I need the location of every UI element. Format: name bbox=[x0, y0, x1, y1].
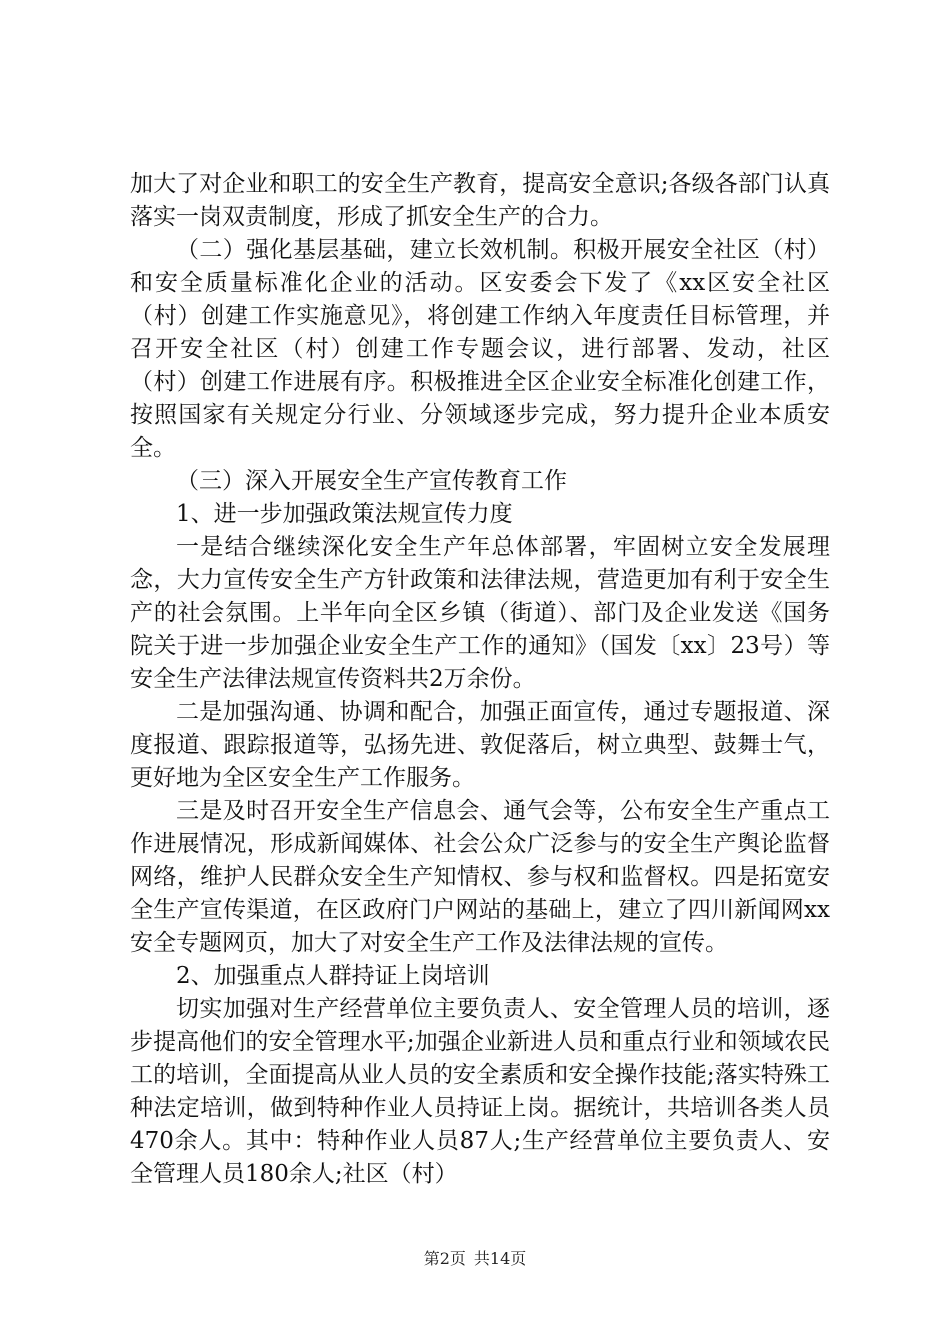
page-total: 共14页 bbox=[473, 1249, 527, 1268]
paragraph: 一是结合继续深化安全生产年总体部署，牢固树立安全发展理念，大力宣传安全生产方针政策和法律法规，营造更加有利于安全生产的社会氛围。上半年向全区乡镇（街道）、部门及企业发送《国务院关于进一步加强企业安全生产工作的通知》（国发〔xx〕23号）等安全生产法律法规宣传资料共2万余份。 bbox=[130, 534, 830, 692]
section-heading: （三）深入开展安全生产宣传教育工作 bbox=[176, 468, 567, 494]
paragraph-section-heading: （二）强化基层基础，建立长效机制。积极开展安全社区（村）和安全质量标准化企业的活动。区安委会下发了《xx区安全社区（村）创建工作实施意见》，将创建工作纳入年度责任目标管理，并召开安全社区（村）创建工作专题会议，进行部署、发动，社区（村）创建工作进展有序。积极推进全区企业安全标准化创建工作，按照国家有关规定分行业、分领域逐步完成，努力提升企业本质安全。 bbox=[130, 237, 830, 461]
paragraph: 切实加强对生产经营单位主要负责人、安全管理人员的培训，逐步提高他们的安全管理水平;加强企业新进人员和重点行业和领域农民工的培训，全面提高从业人员的安全素质和安全操作技能;落实特殊工种法定培训，做到特种作业人员持证上岗。据统计，共培训各类人员470余人。其中：特种作业人员87人;生产经营单位主要负责人、安全管理人员180余人;社区（村） bbox=[130, 996, 830, 1187]
paragraph: 加大了对企业和职工的安全生产教育，提高安全意识;各级各部门认真落实一岗双责制度，形成了抓安全生产的合力。 bbox=[130, 171, 830, 230]
subsection-heading: 1、进一步加强政策法规宣传力度 bbox=[176, 501, 513, 527]
page-number: 第2页 bbox=[423, 1249, 466, 1268]
paragraph: 三是及时召开安全生产信息会、通气会等，公布安全生产重点工作进展情况，形成新闻媒体、社会公众广泛参与的安全生产舆论监督网络，维护人民群众安全生产知情权、参与权和监督权。四是拓宽安全生产宣传渠道，在区政府门户网站的基础上，建立了四川新闻网xx安全专题网页，加大了对安全生产工作及法律法规的宣传。 bbox=[130, 798, 830, 956]
subsection-heading: 2、加强重点人群持证上岗培训 bbox=[176, 963, 490, 989]
document-body bbox=[130, 168, 830, 1191]
page-footer bbox=[0, 1246, 950, 1269]
paragraph: 二是加强沟通、协调和配合，加强正面宣传，通过专题报道、深度报道、跟踪报道等，弘扬先进、敦促落后，树立典型、鼓舞士气，更好地为全区安全生产工作服务。 bbox=[130, 699, 830, 791]
